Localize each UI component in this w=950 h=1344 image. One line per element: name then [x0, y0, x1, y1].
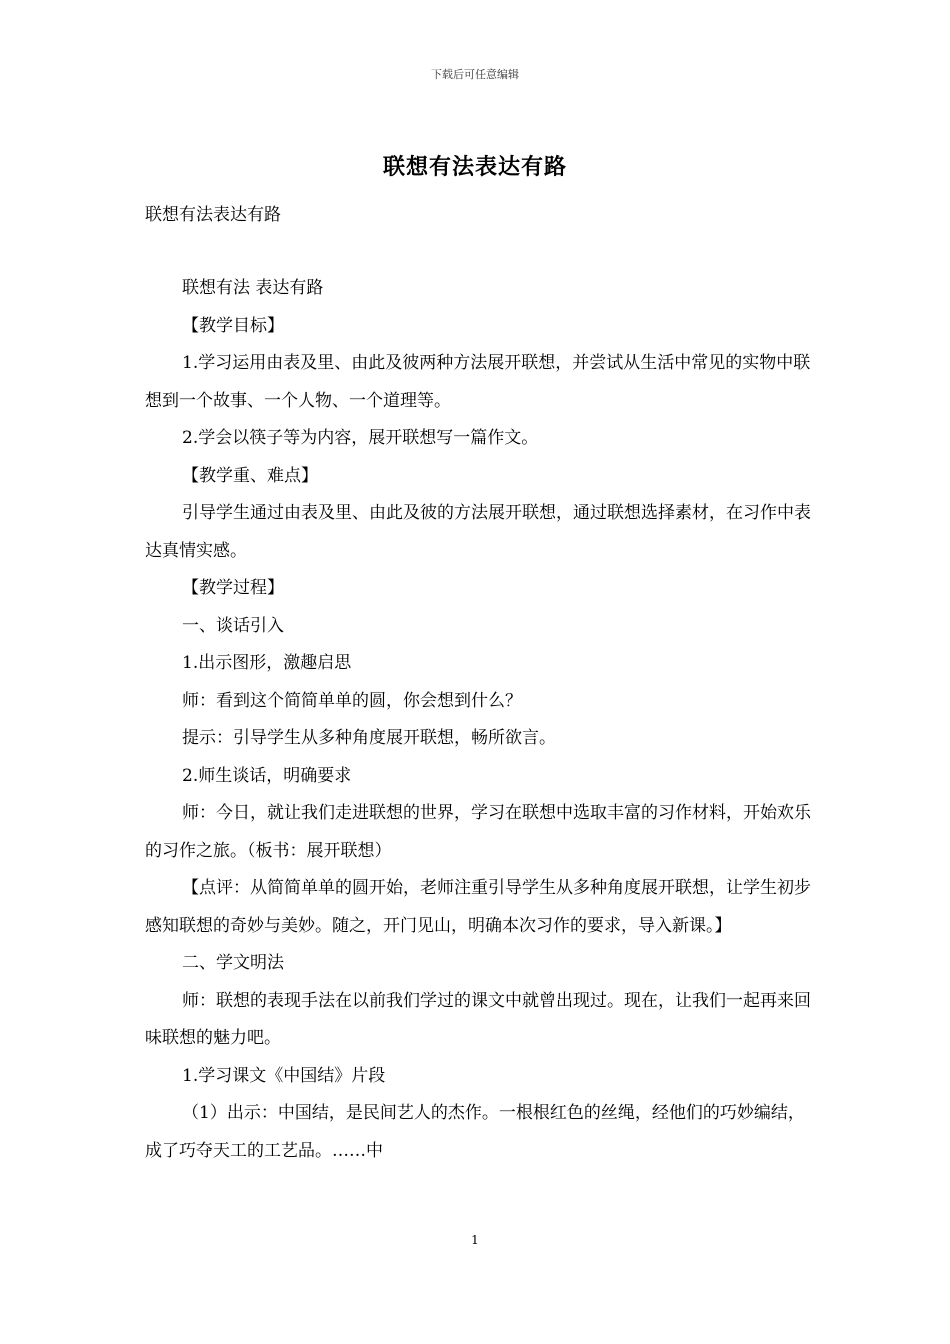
section-heading-objectives: 【教学目标】: [182, 315, 284, 336]
document-title: 联想有法表达有路: [382, 154, 567, 180]
paragraph: 师：今日，就让我们走进联想的世界，学习在联想中选取丰富的习作材料，开始欢乐的习作之旅。（板书：展开联想）: [145, 803, 811, 861]
paragraph: 一、谈话引入: [182, 615, 284, 636]
paragraph: 1.学习运用由表及里、由此及彼两种方法展开联想，并尝试从生活中常见的实物中联想到一个故事、一个人物、一个道理等。: [145, 353, 811, 411]
paragraph: 1.学习课文《中国结》片段: [182, 1065, 386, 1086]
page-number: 1: [471, 1233, 479, 1247]
paragraph: 师：看到这个简简单单的圆，你会想到什么？: [182, 690, 522, 711]
paragraph: 联想有法 表达有路: [182, 278, 324, 298]
header-note: 下载后可任意编辑: [431, 68, 519, 81]
paragraph: 引导学生通过由表及里、由此及彼的方法展开联想，通过联想选择素材，在习作中表达真情实感。: [145, 503, 811, 561]
paragraph: 师：联想的表现手法在以前我们学过的课文中就曾出现过。现在，让我们一起再来回味联想的魅力吧。: [145, 990, 811, 1048]
section-heading-process: 【教学过程】: [182, 578, 284, 598]
paragraph: 提示：引导学生从多种角度展开联想，畅所欲言。: [182, 728, 556, 748]
document-subtitle: 联想有法表达有路: [145, 205, 281, 225]
document-body: [145, 270, 815, 1170]
comment-paragraph: 【点评：从简简单单的圆开始，老师注重引导学生从多种角度展开联想，让学生初步感知联想的奇妙与美妙。随之，开门见山，明确本次习作的要求，导入新课。】: [145, 878, 811, 936]
paragraph: 1.出示图形，激趣启思: [182, 653, 352, 673]
paragraph: 2.师生谈话，明确要求: [182, 765, 352, 786]
paragraph: 2.学会以筷子等为内容，展开联想写一篇作文。: [182, 428, 539, 448]
section-heading-key-points: 【教学重、难点】: [182, 465, 318, 486]
paragraph: （1）出示：中国结，是民间艺人的杰作。一根根红色的丝绳，经他们的巧妙编结，成了巧夺天工的工艺品。……中: [145, 1103, 805, 1161]
paragraph: 二、学文明法: [182, 953, 284, 973]
